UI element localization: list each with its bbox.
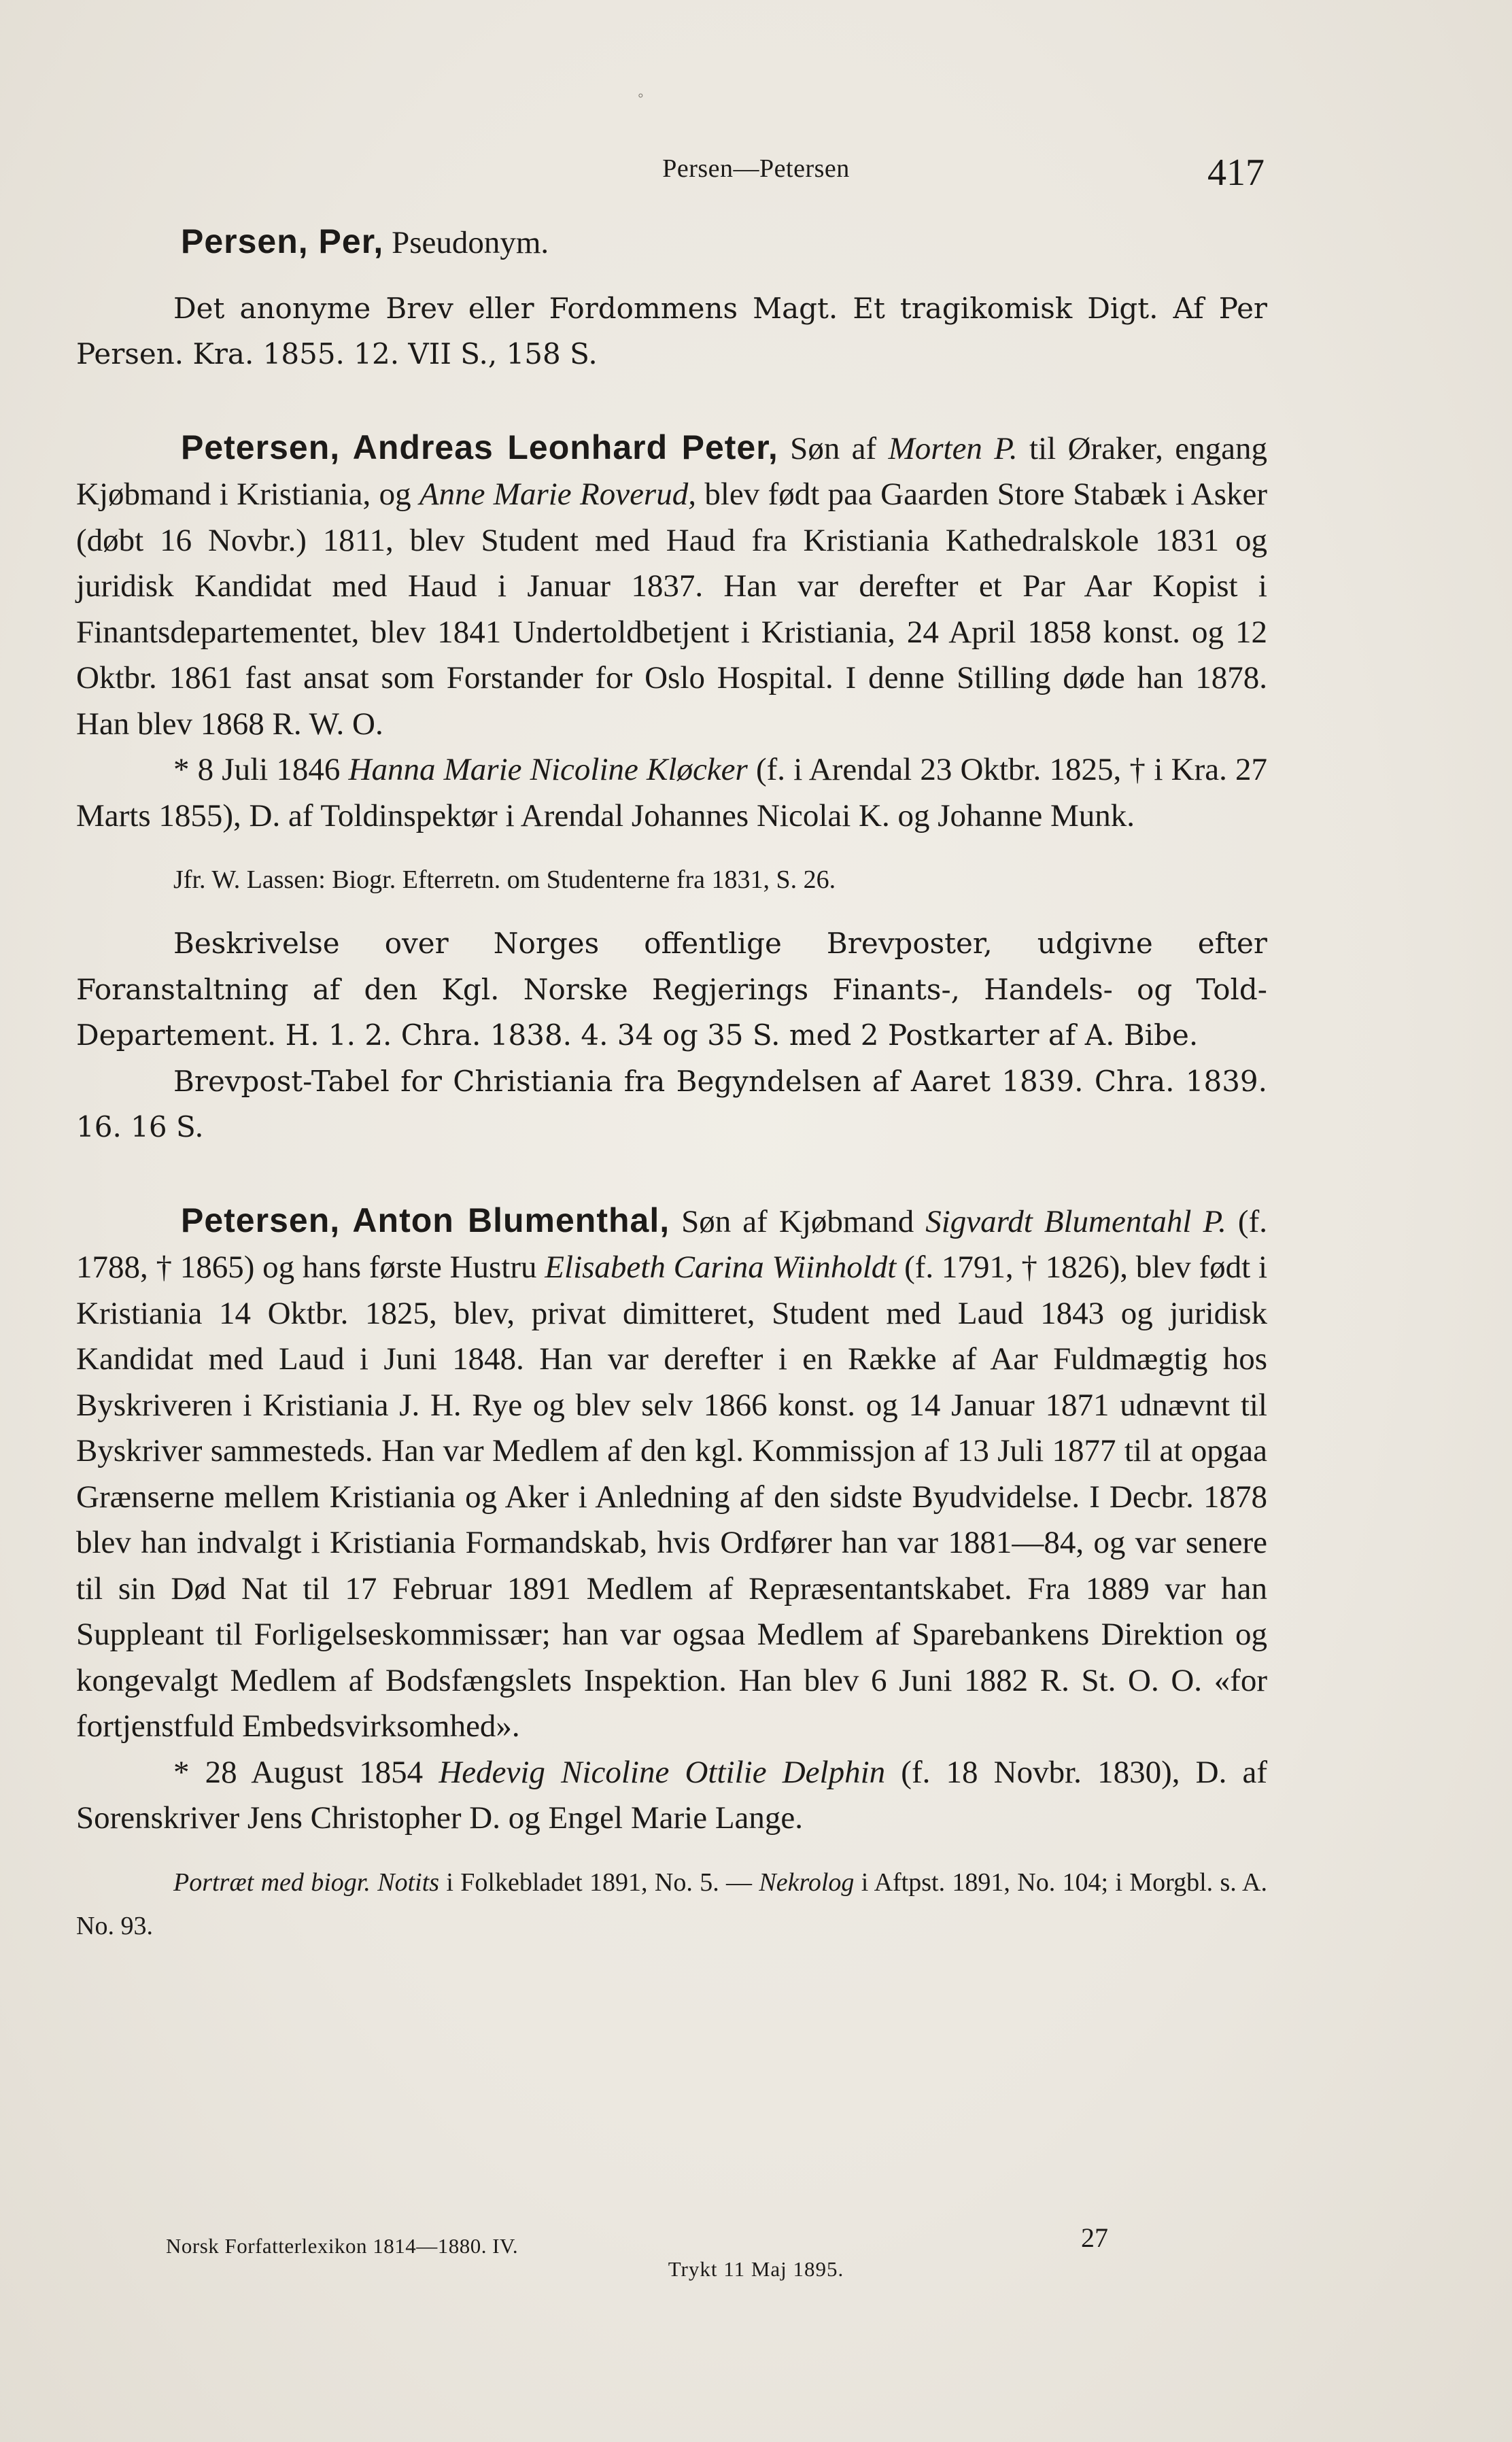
work-title: Beskrivelse over Norges offentlige Brevposter, udgivne efter Foranstaltning af den Kgl. Norske Regjerings Finants-, Handels- og Told-Departement. H. 1. 2. Chra. 1838. 4. 34 og 35 S. med 2 Postkarter af A. Bibe. bbox=[76, 927, 1267, 1052]
entry-anton-marriage bbox=[76, 1750, 1267, 1842]
mother-name: Anne Marie Roverud, bbox=[419, 477, 696, 512]
wife-name: Hedevig Nicoline Ottilie Delphin bbox=[439, 1754, 886, 1790]
entry-anton-reference bbox=[76, 1861, 1267, 1948]
entry-heading: Petersen, Anton Blumenthal, bbox=[181, 1201, 670, 1239]
work-title: Brevpost-Tabel for Christiania fra Begyndelsen af Aaret 1839. Chra. 1839. 16. 16 S. bbox=[76, 1064, 1267, 1143]
entry-anton-biography bbox=[76, 1198, 1267, 1750]
page-body bbox=[76, 219, 1267, 1948]
entry-persen-heading bbox=[76, 219, 1267, 266]
bio-text: til Øraker, engang Kjøbmand i Kristiania, og bbox=[76, 430, 1267, 512]
bio-text: (f. 1791, † 1826), blev født i Kristiania 14 Oktbr. 1825, blev, privat dimitteret, Student med Laud 1843 og juridisk Kandidat med Laud i Juni 1848. Han var derefter i en Række af Aar Fuldmægtig hos Byskriveren i Kristiania J. H. Rye og blev selv 1866 konst. og 14 Januar 1871 udnævnt til Byskriver sammesteds. Han var Medlem af den kgl. Kommissjon af 13 Juli 1877 til at opgaa Grænserne mellem Kristiania og Aker i Anledning af den sidste Byudvidelse. I Decbr. 1878 blev han indvalgt i Kristiania Formandskab, hvis Ordfører han var 1881—84, og var senere til sin Død Nat til 17 Februar 1891 Medlem af Repræsentantskabet. Fra 1889 var han Suppleant til Forligelseskommissær; han var ogsaa Medlem af Sparebankens Direktion og kongevalgt Medlem af Bodsfængslets Inspektion. Han blev 6 Juni 1882 R. St. O. O. «for fortjenstfuld Embedsvirksomhed». bbox=[76, 1250, 1267, 1744]
wife-name: Hanna Marie Nicoline Kløcker bbox=[348, 752, 748, 787]
marriage-text: * 28 August 1854 bbox=[173, 1754, 439, 1790]
work-title: Det anonyme Brev eller Fordommens Magt. Et tragikomisk Digt. Af Per Persen. Kra. 1855. 12. VII S., 158 S. bbox=[76, 291, 1267, 371]
entry-heading: Persen, Per, bbox=[181, 222, 384, 260]
bio-text: blev født paa Gaarden Store Stabæk i Asker (døbt 16 Novbr.) 1811, blev Student med Haud fra Kristiania Kathedralskole 1831 og juridisk Kandidat med Haud i Januar 1837. Han var derefter et Par Aar Kopist i Finantsdepartementet, blev 1841 Undertoldbetjent i Kristiania, 24 April 1858 konst. og 12 Oktbr. 1861 fast ansat som Forstander for Oslo Hospital. I denne Stilling døde han 1878. Han blev 1868 R. W. O. bbox=[76, 477, 1267, 742]
paper-speck: ◦ bbox=[638, 87, 644, 105]
reference-text: i Aftpst. 1891, No. 104; i Morgbl. s. A. No. 93. bbox=[76, 1868, 1268, 1940]
entry-andreas-reference: Jfr. W. Lassen: Biogr. Efterretn. om Studenterne fra 1831, S. 26. bbox=[173, 865, 836, 894]
reference-text: i Folkebladet 1891, No. 5. — bbox=[439, 1868, 759, 1897]
running-title: Persen—Petersen bbox=[662, 154, 850, 183]
print-date: Trykt 11 Maj 1895. bbox=[668, 2257, 844, 2281]
father-name: Morten P. bbox=[888, 430, 1018, 466]
bio-text: (f. 1788, † 1865) og hans første Hustru bbox=[76, 1203, 1267, 1285]
mother-name: Elisabeth Carina Wiinholdt bbox=[545, 1250, 897, 1285]
marriage-text: (f. 18 Novbr. 1830), D. af Sorenskriver Jens Christopher D. og Engel Marie Lange. bbox=[76, 1754, 1267, 1836]
father-name: Sigvardt Blumentahl P. bbox=[925, 1203, 1226, 1239]
marriage-text: (f. i Arendal 23 Oktbr. 1825, † i Kra. 27 Marts 1855), D. af Toldinspektør i Arendal Johannes Nicolai K. og Johanne Munk. bbox=[76, 752, 1267, 833]
bio-text: Søn af Kjøbmand bbox=[670, 1203, 926, 1239]
page-number: 417 bbox=[1207, 152, 1265, 194]
reference-italic: Portræt med biogr. Notits bbox=[173, 1868, 440, 1897]
entry-heading-rest: Pseudonym. bbox=[383, 225, 549, 260]
marriage-text: * 8 Juli 1846 bbox=[173, 752, 349, 787]
entry-andreas-biography bbox=[76, 425, 1267, 748]
sheet-signature: Norsk Forfatterlexikon 1814—1880. IV. bbox=[166, 2234, 519, 2258]
sheet-number: 27 bbox=[1081, 2222, 1108, 2253]
entry-heading: Petersen, Andreas Leonhard Peter, bbox=[181, 428, 778, 466]
bio-text: Søn af bbox=[778, 430, 889, 466]
entry-andreas-marriage bbox=[76, 747, 1267, 839]
reference-italic: Nekrolog bbox=[759, 1868, 855, 1897]
